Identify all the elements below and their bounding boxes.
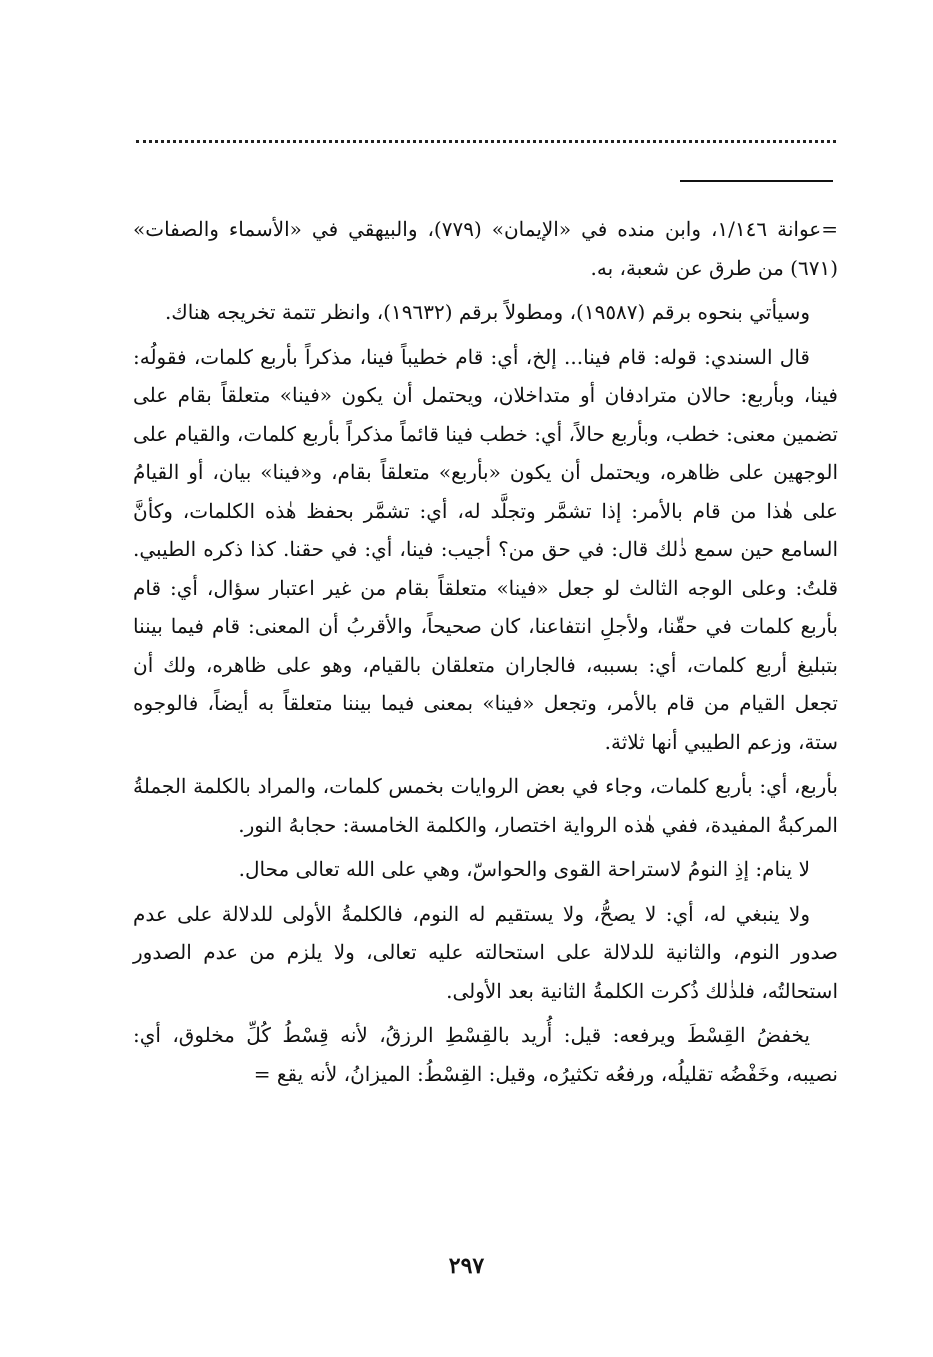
paragraph-5: لا ينام: إذِ النومُ لاستراحة القوى والحواسّ، وهي على الله تعالى محال.: [238, 857, 810, 881]
page-number: ٢٩٧: [448, 1253, 485, 1279]
paragraph-6: ولا ينبغي له، أي: لا يصحُّ، ولا يستقيم له النوم، فالكلمةُ الأولى للدلالة على عدم صدور النوم، والثانية للدلالة على استحالته عليه تعالى، ولا يلزم من عدم الصدور استحالتُه، فلذٰلك ذُكرت الكلمةُ الثانية بعد الأولى.: [133, 901, 838, 1003]
paragraph-7: يخفضُ القِسْطَ ويرفعه: قيل: أُريد بالقِسْطِ الرزقُ، لأنه قِسْطُ كُلِّ مخلوق، أي: نصيبه، وخَفْضُه تقليلُه، ورفعُه تكثيرُه، وقيل: القِسْطُ: الميزانُ، لأنه يقع =: [133, 1023, 838, 1086]
footnote-rule: [680, 180, 833, 182]
paragraph-1: =عوانة ١/١٤٦، وابن منده في «الإيمان» (٧٧٩)، والبيهقي في «الأسماء والصفات» (٦٧١) من طرق عن شعبة، به.: [133, 217, 838, 280]
paragraph-3: قال السندي: قوله: قام فينا... إلخ، أي: قام خطيباً فينا، مذكراً بأربع كلمات، فقولُه: فينا، وبأربع: حالان مترادفان أو متداخلان، ويحتمل أن يكون «فينا» متعلقاً بقام على تضمين معنى: خطب، وبأربع حالاً، أي: خطب فينا قائماً مذكراً بأربع كلمات، والقيام على الوجهين على ظاهره، ويحتمل أن يكون «بأربع» متعلقاً بقام، و«فينا» بيان، أو القيامُ على هٰذا من قام بالأمر: إذا تشمَّر وتجلَّد له، أي: تشمَّر بحفظ هٰذه الكلمات، وكأنَّ السامع حين سمع ذٰلك قال: في حق من؟ أجيب: فينا، أي: في حقنا. كذا ذكره الطيبي. قلتُ: وعلى الوجه الثالث لو جعل «فينا» متعلقاً بقام من غير اعتبار سؤال، أي: قام بأربع كلمات في حقّنا، ولأجلِ انتفاعنا، كان صحيحاً، والأقربُ أن المعنى: قام فيما بيننا بتبليغ أربع كلمات، أي: بسببه، فالجاران متعلقان بالقيام، وهو على ظاهره، ولك أن تجعل القيام من قام بالأمر، وتجعل «فينا» بمعنى فيما بيننا متعلقاً به أيضاً، فالوجوه ستة، وزعم الطيبي أنها ثلاثة.: [133, 344, 838, 754]
paragraph-4: بأربع، أي: بأربع كلمات، وجاء في بعض الروايات بخمس كلمات، والمراد بالكلمة الجملةُ المركبةُ المفيدة، ففي هٰذه الرواية اختصار، والكلمة الخامسة: حجابهُ النور.: [133, 774, 838, 837]
paragraph-2: وسيأتي بنحوه برقم (١٩٥٨٧)، ومطولاً برقم (١٩٦٣٢)، وانظر تتمة تخريجه هناك.: [164, 300, 810, 324]
dotted-separator: [136, 140, 836, 143]
footnote-text: [133, 210, 838, 1099]
